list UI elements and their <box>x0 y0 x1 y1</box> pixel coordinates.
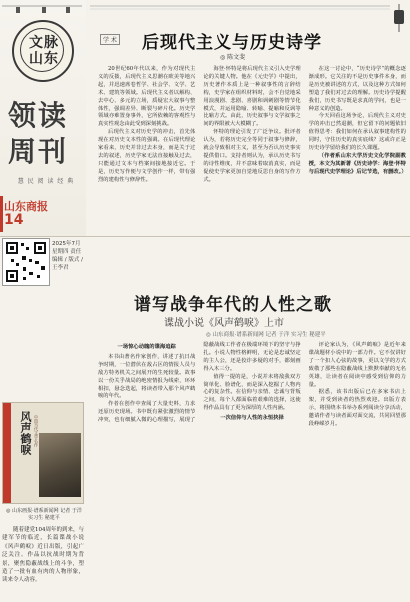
book-cover-image <box>2 402 84 504</box>
lantern-icon <box>390 4 408 34</box>
left-column <box>0 0 86 602</box>
book-cover-illustration <box>39 433 81 497</box>
book-spine <box>3 403 11 503</box>
book-cover-title: 风声鹤唳 <box>19 411 32 455</box>
paragraph: 后现代主义对历史学的冲击，首先体现在对历史文本性的强调。在后现代理论家看来，历史并非过去本身，而是关于过去的叙述，历史学家无法直接触及过去，只能通过文本与档案间接地接近它。于是，历史写作便与文学创作一样，带有强烈的建构性与修辞性。 <box>98 129 196 183</box>
column-subtitle: 慧 民 阅 读 经 典 <box>17 178 75 185</box>
paper-name: 山东商报 <box>4 200 48 213</box>
masthead <box>0 0 86 236</box>
paragraph: 今天回看这场争论，后现代主义对史学的冲击已然退潮，但它留下的问题依旧值得思考：我们如何在承认叙事建构性的同时，守住历史的真实底线？这或许正是历史诗学留给我们的长久课题。 <box>308 113 406 152</box>
section-heading: 一场惊心动魄的谍海追踪 <box>117 344 176 350</box>
lantern-decoration-icon <box>2 4 82 18</box>
section-heading: 一次信仰与人性的永恒抉择 <box>220 415 284 422</box>
article-title[interactable]: 后现代主义与历史诗学 <box>142 33 322 53</box>
stamp-text: 文脉山东 <box>29 35 59 67</box>
paragraph: 评论家认为，《风声鹤唳》是近年来谍战题材小说中的一部力作。它不仅讲好了一个扣人心弦的故事，更以文学的方式致敬了那些在隐蔽战线上默默奉献的无名英雄，让读者在阅读中感受到信仰的力量。 <box>308 342 406 388</box>
paragraph: 本书由著名作家创作，讲述了抗日战争时期，一位潜伏在敌占区的情报人员与敌方特务机关之间展开的生死较量。故事以一份关乎战局的绝密情报为线索，环环相扣，悬念迭起，将读者带入那个风声鹤唳的年代。 <box>98 353 196 400</box>
article-spy-novel <box>90 280 408 600</box>
article-subtitle: 谍战小说《风声鹤唳》上市 <box>164 318 284 329</box>
paragraph: 20世纪60年代以来，作为对现代主义的反拨，后现代主义思潮在欧美等地兴起，并迅速席卷哲学、社会学、文学、艺术、建筑等领域。后现代主义者以解构、去中心、多元的立场，质疑宏大叙事与整体性，强调差异、断裂与碎片化。历史学领域亦难置身事外，它所依赖的客观性与真实性观念由此受到深刻挑战。 <box>98 66 196 128</box>
book-side-text: 随着建党104周年的到来，与建军节的临近，长篇谍战小说《风声鹤唳》近日出版，引起广泛关注。作品以抗战时期为背景，聚焦隐蔽战线上的斗争，塑造了一批有血有肉的人物形象，读来令人动容。 <box>2 527 84 584</box>
issue-number: 14 <box>4 212 24 228</box>
section-divider <box>0 236 410 237</box>
edit-info: 2025年7月 星期四 责任编辑 / 版式 / 王李君 <box>52 241 83 271</box>
article-body <box>98 342 406 600</box>
paragraph: 据悉，该书出版后已在多家书店上架，并受到读者的热烈欢迎。出版方表示，将围绕本书举办系列阅读分享活动，邀请作者与读者面对面交流，共同回望那段峥嵘岁月。 <box>308 389 406 428</box>
article-title[interactable]: 谱写战争年代的人性之歌 <box>134 295 332 315</box>
article-postmodernism <box>90 0 408 236</box>
column-title: 领读周刊 <box>8 99 69 168</box>
article-author: ◎ 陈文斐 <box>220 54 246 61</box>
article-body <box>98 66 406 232</box>
paragraph: 海登·怀特是将后现代主义引入史学理论的关键人物。他在《元史学》中提出，历史著作本质上是一种叙事性的言辞结构，史学家在组织材料时，会不自觉地采用浪漫剧、悲剧、喜剧和讽刺剧等情节化模式，并运用隐喻、转喻、提喻和反讽等比喻方式。由此，历史叙事与文学叙事之间的界限被大大模糊了。 <box>203 66 301 128</box>
paragraph: 怀特的理论引发了广泛争议。批评者认为，若将历史完全等同于叙事与修辞，就会导致相对主义，甚至为否认历史事实提供借口。支持者则认为，承认历史书写的诗性维度，并不意味着取消真实，而是促使史学家更加自觉地反思自身的写作方式。 <box>203 129 301 183</box>
book-caption: ◎ 山东画报·谱系新闻网 记者 于洋 实习生 秘建平 <box>6 508 82 521</box>
article-byline: ◎ 山东商报·谱系新闻网 记者 于洋 实习生 秘建平 <box>206 332 326 338</box>
qr-code-icon[interactable] <box>2 238 50 286</box>
column-stamp <box>12 20 74 82</box>
author-bio: （作者系山东大学历史文化学院副教授，本文为其新著《历史诗学：海登·怀特与后现代史学理论》后记节选，有删改。） <box>308 152 407 175</box>
accent-bar <box>0 196 3 232</box>
book-cover-subtitle: 中国当代文学名作 <box>34 415 39 447</box>
header-ornament-icon <box>90 0 408 14</box>
paragraph: 在这一讨论中，“历史诗学”的概念逐渐成形。它关注的不是历史事件本身，而是历史被讲述的方式，以及这种方式如何塑造了我们对过去的理解。历史诗学提醒我们，历史书写既是求真的学问，也是一种意义的创造。 <box>308 66 406 112</box>
paragraph: 作者在创作中查阅了大量史料，力求还原历史现场。书中既有紧张激烈的情节冲突，也有细腻入微的心理描写，展现了隐蔽战线工作者在极端环境下的坚守与挣扎。小说人物性格鲜明，无论是忠诚坚定的主人公，还是狡诈多疑的对手，都刻画得入木三分。 <box>98 342 301 424</box>
paragraph: 值得一提的是，小说并未将敌我双方简单化、脸谱化，而是深入挖掘了人物内心的复杂性。在信仰与亲情、忠诚与背叛之间，每个人都面临着艰难的选择，这使得作品具有了更为深厚的人性内涵。 <box>203 373 301 412</box>
article-tag: 学 术 <box>100 34 120 45</box>
